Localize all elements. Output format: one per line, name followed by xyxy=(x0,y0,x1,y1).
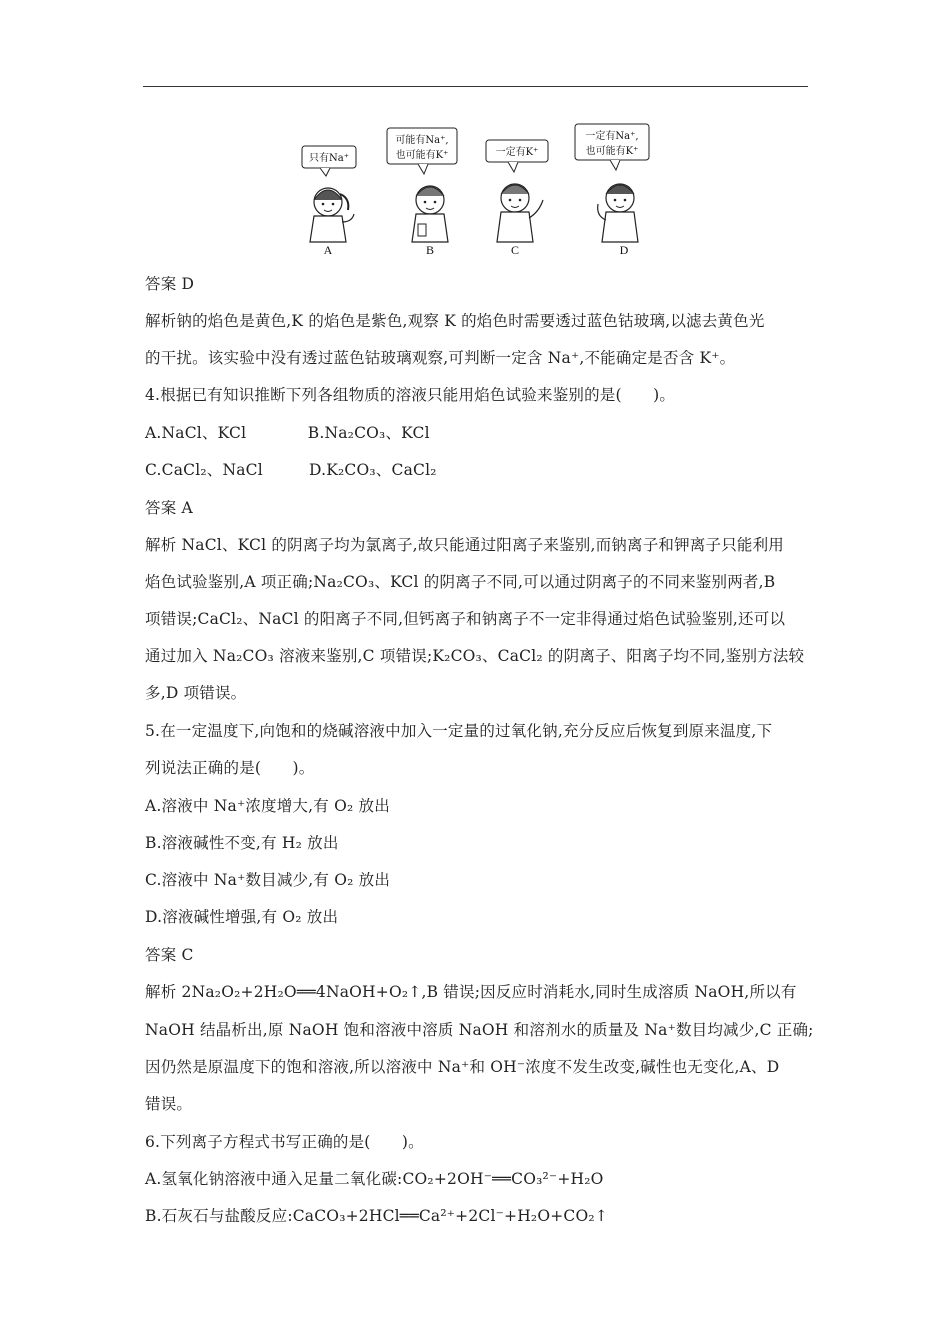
analysis-5-line1: 解析 2Na₂O₂+2H₂O══4NaOH+O₂↑,B 错误;因反应时消耗水,同时生成溶质 NaOH,所以有 xyxy=(145,983,797,1001)
analysis-4-line4: 通过加入 Na₂CO₃ 溶液来鉴别,C 项错误;K₂CO₃、CaCl₂ 的阴离子、阳离子均不同,鉴别方法较 xyxy=(145,647,805,665)
question-5-option-c: C.溶液中 Na⁺数目减少,有 O₂ 放出 xyxy=(145,871,391,889)
label-d: D xyxy=(619,243,629,257)
label-b: B xyxy=(425,243,435,257)
analysis-4-line5: 多,D 项错误。 xyxy=(145,684,247,702)
analysis-5-line2: NaOH 结晶析出,原 NaOH 饱和溶液中溶质 NaOH 和溶剂水的质量及 Na⁺数目均减少,C 正确; xyxy=(145,1021,814,1039)
bubble-c-line1: 一定有K⁺ xyxy=(495,147,539,158)
question-5-option-b: B.溶液碱性不变,有 H₂ 放出 xyxy=(145,834,339,852)
question-4-options-cd: C.CaCl₂、NaCl D.K₂CO₃、CaCl₂ xyxy=(145,461,437,479)
answer-3: 答案 D xyxy=(145,275,195,293)
question-4-stem: 4.根据已有知识推断下列各组物质的溶液只能用焰色试验来鉴别的是( )。 xyxy=(145,386,676,404)
header-rule xyxy=(143,86,808,87)
answer-4: 答案 A xyxy=(145,499,193,517)
question-6-option-b: B.石灰石与盐酸反应:CaCO₃+2HCl══Ca²⁺+2Cl⁻+H₂O+CO₂↑ xyxy=(145,1207,608,1225)
analysis-4-line1: 解析 NaCl、KCl 的阴离子均为氯离子,故只能通过阳离子来鉴别,而钠离子和钾离子只能利用 xyxy=(145,536,785,554)
bubble-d-line2: 也可能有K⁺ xyxy=(585,146,639,157)
answer-5: 答案 C xyxy=(145,946,194,964)
analysis-4-line3: 项错误;CaCl₂、NaCl 的阳离子不同,但钙离子和钠离子不一定非得通过焰色试验鉴别,还可以 xyxy=(145,610,786,628)
character-d xyxy=(575,124,649,257)
flame-test-figure xyxy=(290,120,660,260)
bubble-a-line1: 只有Na⁺ xyxy=(309,153,349,164)
question-6-option-a: A.氢氧化钠溶液中通入足量二氧化碳:CO₂+2OH⁻══CO₃²⁻+H₂O xyxy=(145,1170,604,1188)
analysis-5-line3: 因仍然是原温度下的饱和溶液,所以溶液中 Na⁺和 OH⁻浓度不发生改变,碱性也无变化,A、D xyxy=(145,1058,780,1076)
question-5-stem-line2: 列说法正确的是( )。 xyxy=(145,759,315,777)
question-6-stem: 6.下列离子方程式书写正确的是( )。 xyxy=(145,1133,424,1151)
analysis-3-line1: 解析钠的焰色是黄色,K 的焰色是紫色,观察 K 的焰色时需要透过蓝色钴玻璃,以滤去黄色光 xyxy=(145,312,765,330)
character-a xyxy=(302,146,356,257)
analysis-4-line2: 焰色试验鉴别,A 项正确;Na₂CO₃、KCl 的阴离子不同,可以通过阴离子的不同来鉴别两者,B xyxy=(145,573,776,591)
question-5-option-a: A.溶液中 Na⁺浓度增大,有 O₂ 放出 xyxy=(145,797,390,815)
label-c: C xyxy=(510,243,520,257)
label-a: A xyxy=(323,243,333,257)
question-4-options-ab: A.NaCl、KCl B.Na₂CO₃、KCl xyxy=(145,424,430,442)
analysis-3-line2: 的干扰。该实验中没有透过蓝色钴玻璃观察,可判断一定含 Na⁺,不能确定是否含 K⁺。 xyxy=(145,349,736,367)
bubble-b-line1: 可能有Na⁺, xyxy=(395,135,449,146)
bubble-b-line2: 也可能有K⁺ xyxy=(395,150,449,161)
character-c xyxy=(486,140,548,257)
character-b xyxy=(387,128,457,257)
bubble-d-line1: 一定有Na⁺, xyxy=(585,131,639,142)
question-5-option-d: D.溶液碱性增强,有 O₂ 放出 xyxy=(145,908,339,926)
question-5-stem-line1: 5.在一定温度下,向饱和的烧碱溶液中加入一定量的过氧化钠,充分反应后恢复到原来温度,下 xyxy=(145,722,773,740)
analysis-5-line4: 错误。 xyxy=(145,1095,193,1113)
